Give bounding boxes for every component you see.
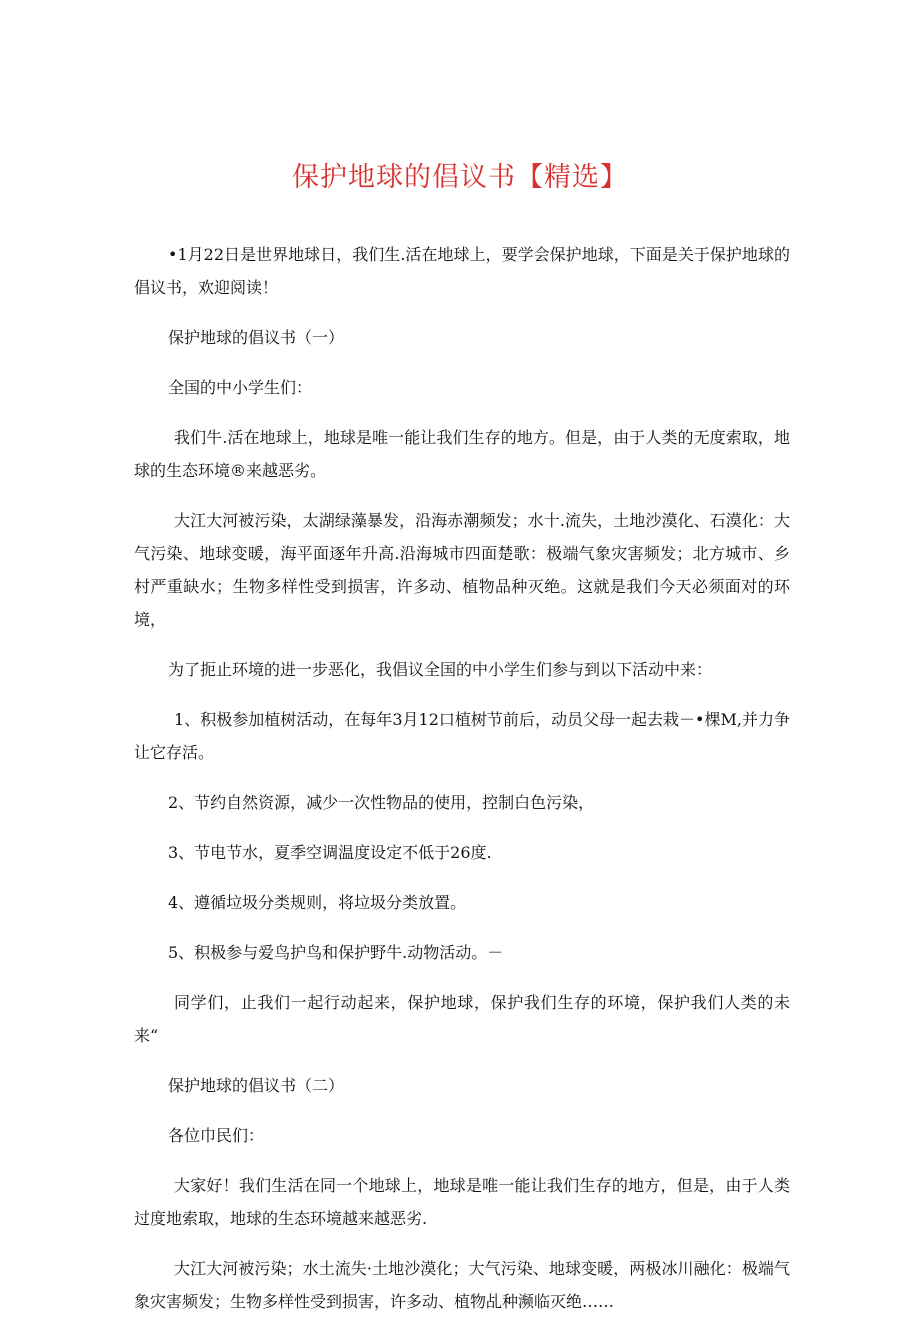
list-item: 3、节电节水，夏季空调温度设定不低于26度. (168, 843, 492, 862)
salutation-one: 全国的中小学生们： (168, 378, 313, 397)
closing-paragraph: 同学们，止我们一起行动起来，保护地球，保护我们生存的环境，保护我们人类的未来“ (134, 993, 790, 1045)
list-item: 2、节约自然资源，减少一次性物品的使用，控制白色污染， (168, 793, 595, 812)
list-item: 4、遵循垃圾分类规则，将垃圾分类放置。 (168, 893, 467, 912)
section-heading-two: 保护地球的倡议书（二） (168, 1076, 345, 1095)
body-paragraph: 大江大河被污染；水土流失·土地沙漠化；大气污染、地球变暖，两极冰川融化：极端气象灾害频发；生物多样性受到损害，许多动、植物乩种濒临灭绝…… (134, 1259, 790, 1311)
list-item: 1、积极参加植树活动，在每年3月12口植树节前后，动员父母一起去栽－•棵M,并力争让它存活。 (134, 710, 790, 762)
list-item: 5、积极参与爱鸟护鸟和保护野牛.动物活动。－ (168, 943, 504, 962)
body-paragraph: 为了扼止环境的进一步恶化，我倡议全国的中小学生们参与到以下活动中来： (168, 660, 713, 679)
body-paragraph: 大家好！我们生活在同一个地球上，地球是唯一能让我们生存的地方，但是，由于人类过度地索取，地球的生态环境越来越恶劣. (134, 1176, 790, 1228)
body-paragraph: 我们牛.活在地球上，地球是唯一能让我们生存的地方。但是，由于人类的无度索取，地球的生态环境®来越恶劣。 (134, 428, 790, 480)
body-paragraph: 大江大河被污染，太湖绿藻暴发，沿海赤潮频发；水十.流失，土地沙漠化、石漠化：大气污染、地球变暖，海平面逐年升高.沿海城市四面楚歌：极端气象灾害频发；北方城市、乡村严重缺水；生物多样性受到损害，许多动、植物品种灭绝。这就是我们今天必须面对的环境， (134, 511, 790, 629)
intro-paragraph: •1月22日是世界地球日，我们生.活在地球上，要学会保护地球，下面是关于保护地球的倡议书，欢迎阅读！ (134, 245, 790, 297)
document-body (134, 238, 790, 1335)
section-heading-one: 保护地球的倡议书（一） (168, 328, 345, 347)
document-title: 保护地球的倡议书【精选】 (292, 162, 628, 193)
salutation-two: 各位巾民们： (168, 1126, 265, 1145)
